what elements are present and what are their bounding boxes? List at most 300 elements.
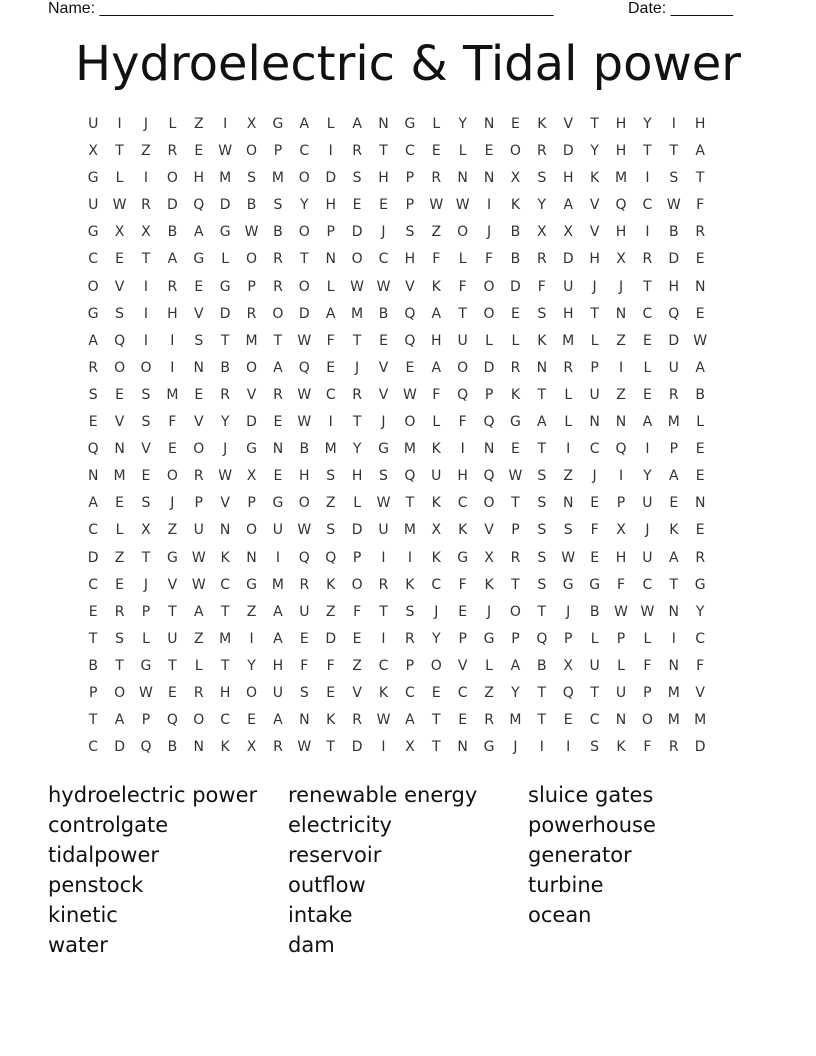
grid-letter: B bbox=[668, 224, 679, 241]
grid-letter: W bbox=[429, 197, 444, 214]
grid-letter: O bbox=[246, 522, 258, 539]
grid-letter: S bbox=[537, 305, 547, 322]
grid-letter: R bbox=[273, 278, 283, 295]
grid-letter: X bbox=[563, 224, 574, 241]
grid-letter: Z bbox=[325, 495, 336, 512]
grid-letter: R bbox=[220, 386, 231, 403]
grid-letter: G bbox=[246, 441, 257, 458]
grid-letter: E bbox=[379, 197, 388, 214]
grid-letter: S bbox=[273, 197, 283, 214]
grid-letter: I bbox=[143, 332, 149, 349]
grid-letter: W bbox=[218, 468, 233, 485]
grid-letter: I bbox=[143, 278, 149, 295]
grid-letter: E bbox=[695, 441, 705, 458]
grid-letter: P bbox=[247, 495, 256, 512]
grid-letter: K bbox=[616, 739, 626, 756]
grid-row bbox=[80, 572, 740, 599]
grid-letter: Q bbox=[298, 549, 310, 566]
grid-letter: F bbox=[616, 576, 626, 593]
grid-letter: W bbox=[640, 603, 655, 620]
grid-letter: P bbox=[643, 684, 652, 701]
grid-letter: Q bbox=[562, 684, 574, 701]
grid-letter: K bbox=[431, 278, 441, 295]
grid-letter: V bbox=[484, 522, 494, 539]
grid-letter: H bbox=[351, 468, 363, 485]
grid-row bbox=[80, 246, 740, 273]
grid-letter: O bbox=[166, 170, 178, 187]
grid-letter: C bbox=[88, 739, 99, 756]
grid-letter: W bbox=[297, 522, 312, 539]
grid-letter: L bbox=[617, 657, 625, 674]
grid-letter: X bbox=[537, 224, 547, 241]
grid-letter: Z bbox=[616, 386, 626, 403]
grid-letter: Z bbox=[246, 603, 257, 620]
grid-letter: M bbox=[324, 441, 337, 458]
grid-letter: U bbox=[272, 684, 284, 701]
grid-letter: G bbox=[378, 441, 389, 458]
grid-letter: S bbox=[405, 603, 415, 620]
grid-letter: E bbox=[590, 549, 600, 566]
grid-letter: S bbox=[563, 522, 573, 539]
grid-letter: F bbox=[643, 739, 652, 756]
grid-letter: Y bbox=[590, 143, 599, 160]
grid-letter: E bbox=[352, 197, 362, 214]
word-list-item: controlgate bbox=[48, 813, 169, 837]
grid-letter: R bbox=[246, 305, 257, 322]
grid-letter: E bbox=[511, 305, 520, 322]
grid-letter: F bbox=[326, 657, 335, 674]
grid-letter: R bbox=[378, 576, 389, 593]
grid-letter: E bbox=[88, 414, 98, 431]
grid-row bbox=[80, 599, 740, 626]
grid-letter: N bbox=[378, 116, 389, 132]
grid-letter: S bbox=[537, 170, 547, 187]
grid-letter: W bbox=[297, 739, 312, 756]
word-list-item: hydroelectric power bbox=[48, 783, 258, 807]
grid-letter: B bbox=[299, 441, 310, 458]
grid-letter: Y bbox=[643, 468, 652, 485]
word-list-item: ocean bbox=[528, 903, 592, 927]
grid-letter: E bbox=[115, 386, 125, 403]
grid-letter: Q bbox=[298, 359, 310, 376]
grid-letter: S bbox=[141, 495, 151, 512]
grid-letter: B bbox=[167, 224, 178, 241]
grid-letter: J bbox=[566, 603, 571, 620]
grid-letter: T bbox=[431, 739, 441, 756]
grid-letter: L bbox=[432, 414, 441, 431]
grid-letter: V bbox=[114, 414, 125, 431]
grid-letter: M bbox=[614, 170, 628, 187]
word-list-item: electricity bbox=[288, 813, 392, 837]
grid-letter: K bbox=[537, 116, 547, 132]
grid-letter: S bbox=[405, 224, 415, 241]
grid-letter: I bbox=[645, 224, 650, 241]
grid-letter: K bbox=[510, 197, 521, 214]
grid-letter: Q bbox=[668, 305, 680, 322]
grid-letter: Y bbox=[247, 657, 256, 674]
grid-letter: R bbox=[273, 251, 283, 268]
grid-letter: H bbox=[615, 143, 627, 160]
grid-letter: G bbox=[140, 657, 152, 674]
grid-letter: C bbox=[695, 630, 706, 647]
grid-letter: Q bbox=[615, 441, 627, 458]
grid-letter: K bbox=[378, 684, 389, 701]
grid-letter: S bbox=[115, 630, 125, 647]
grid-letter: B bbox=[246, 197, 257, 214]
grid-letter: E bbox=[642, 332, 652, 349]
grid-letter: X bbox=[510, 170, 521, 187]
word-list-item: sluice gates bbox=[528, 783, 654, 807]
grid-letter: R bbox=[88, 359, 99, 376]
grid-letter: A bbox=[273, 630, 283, 647]
grid-letter: U bbox=[272, 522, 284, 539]
grid-letter: V bbox=[114, 278, 125, 295]
grid-letter: D bbox=[166, 197, 178, 214]
grid-letter: L bbox=[511, 332, 520, 349]
grid-letter: M bbox=[271, 576, 284, 593]
grid-letter: T bbox=[511, 495, 520, 512]
grid-letter: A bbox=[193, 224, 204, 241]
grid-letter: Q bbox=[140, 739, 152, 756]
grid-letter: L bbox=[326, 278, 335, 295]
grid-letter: N bbox=[589, 414, 600, 431]
grid-letter: Y bbox=[643, 116, 652, 132]
grid-letter: N bbox=[615, 712, 627, 729]
grid-letter: O bbox=[457, 359, 469, 376]
grid-letter: H bbox=[615, 549, 627, 566]
grid-letter: O bbox=[298, 224, 310, 241]
grid-letter: U bbox=[299, 603, 310, 620]
word-column bbox=[528, 780, 768, 960]
grid-letter: P bbox=[88, 684, 98, 701]
grid-letter: S bbox=[352, 170, 362, 187]
grid-letter: V bbox=[193, 414, 204, 431]
grid-letter: A bbox=[352, 116, 362, 132]
header bbox=[48, 0, 748, 20]
grid-letter: R bbox=[114, 603, 125, 620]
grid-letter: R bbox=[668, 386, 679, 403]
word-list-item: reservoir bbox=[288, 843, 382, 867]
grid-letter: J bbox=[486, 603, 492, 620]
grid-letter: W bbox=[297, 386, 312, 403]
grid-letter: W bbox=[376, 278, 391, 295]
grid-letter: W bbox=[350, 278, 365, 295]
grid-letter: M bbox=[562, 332, 575, 349]
grid-letter: I bbox=[566, 739, 571, 756]
grid-letter: R bbox=[273, 386, 283, 403]
grid-letter: I bbox=[407, 549, 412, 566]
grid-letter: E bbox=[141, 468, 151, 485]
grid-letter: K bbox=[431, 495, 441, 512]
grid-letter: G bbox=[219, 224, 231, 241]
grid-letter: E bbox=[88, 603, 98, 620]
grid-letter: H bbox=[615, 224, 627, 241]
grid-letter: U bbox=[563, 278, 574, 295]
grid-letter: N bbox=[299, 712, 310, 729]
grid-letter: A bbox=[695, 359, 705, 376]
grid-letter: Y bbox=[511, 684, 520, 701]
grid-letter: W bbox=[455, 197, 470, 214]
grid-letter: H bbox=[457, 468, 468, 485]
grid-letter: T bbox=[168, 657, 177, 674]
grid-letter: D bbox=[114, 739, 125, 756]
grid-letter: M bbox=[219, 630, 232, 647]
grid-letter: N bbox=[694, 278, 706, 295]
grid-letter: C bbox=[220, 712, 231, 729]
grid-letter: N bbox=[536, 359, 548, 376]
grid-letter: B bbox=[88, 657, 98, 674]
grid-letter: A bbox=[695, 143, 705, 160]
grid-letter: E bbox=[431, 684, 441, 701]
grid-letter: J bbox=[645, 522, 650, 539]
grid-letter: W bbox=[614, 603, 628, 620]
grid-letter: B bbox=[695, 386, 705, 403]
grid-letter: Q bbox=[114, 332, 126, 349]
word-list-item: tidalpower bbox=[48, 843, 160, 867]
grid-letter: R bbox=[668, 739, 679, 756]
grid-letter: Q bbox=[404, 468, 416, 485]
grid-row bbox=[80, 409, 740, 436]
grid-letter: O bbox=[404, 414, 416, 431]
grid-letter: T bbox=[537, 386, 547, 403]
grid-letter: H bbox=[193, 170, 205, 187]
grid-letter: G bbox=[483, 739, 495, 756]
grid-letter: I bbox=[566, 441, 571, 458]
grid-letter: I bbox=[170, 332, 175, 349]
grid-letter: L bbox=[643, 630, 652, 647]
grid-letter: S bbox=[141, 414, 151, 431]
grid-letter: U bbox=[615, 684, 627, 701]
grid-letter: D bbox=[668, 251, 680, 268]
grid-letter: U bbox=[378, 522, 389, 539]
grid-letter: U bbox=[88, 197, 99, 214]
grid-letter: B bbox=[537, 657, 547, 674]
grid-letter: M bbox=[667, 684, 680, 701]
grid-letter: Z bbox=[193, 630, 204, 647]
grid-letter: T bbox=[537, 712, 547, 729]
grid-row bbox=[80, 138, 740, 165]
grid-letter: S bbox=[326, 468, 336, 485]
grid-letter: C bbox=[378, 657, 389, 674]
grid-letter: Q bbox=[325, 549, 337, 566]
word-list-item: dam bbox=[288, 933, 335, 957]
grid-letter: T bbox=[141, 549, 151, 566]
grid-letter: E bbox=[642, 386, 652, 403]
grid-letter: J bbox=[355, 359, 360, 376]
grid-letter: L bbox=[590, 630, 599, 647]
grid-letter: B bbox=[510, 251, 521, 268]
grid-letter: N bbox=[483, 170, 495, 187]
grid-letter: N bbox=[562, 495, 574, 512]
grid-letter: L bbox=[564, 414, 573, 431]
grid-letter: L bbox=[564, 386, 573, 403]
grid-letter: C bbox=[457, 495, 468, 512]
page-title: Hydroelectric & Tidal power bbox=[74, 36, 742, 92]
grid-letter: I bbox=[381, 739, 386, 756]
grid-letter: T bbox=[273, 332, 283, 349]
grid-letter: S bbox=[88, 386, 98, 403]
grid-row bbox=[80, 463, 740, 490]
grid-letter: F bbox=[432, 251, 441, 268]
grid-letter: V bbox=[589, 197, 600, 214]
grid-letter: D bbox=[562, 143, 574, 160]
grid-letter: B bbox=[510, 224, 521, 241]
grid-letter: A bbox=[299, 116, 310, 132]
grid-letter: Z bbox=[616, 332, 626, 349]
grid-letter: M bbox=[271, 170, 284, 187]
grid-letter: I bbox=[645, 170, 650, 187]
grid-letter: I bbox=[275, 549, 280, 566]
grid-letter: T bbox=[88, 712, 98, 729]
grid-letter: D bbox=[562, 251, 574, 268]
grid-letter: K bbox=[431, 549, 441, 566]
grid-letter: A bbox=[193, 603, 204, 620]
grid-letter: T bbox=[379, 143, 388, 160]
grid-letter: P bbox=[458, 630, 467, 647]
grid-letter: X bbox=[114, 224, 125, 241]
grid-letter: E bbox=[695, 305, 705, 322]
grid-letter: P bbox=[616, 495, 626, 512]
grid-letter: J bbox=[381, 224, 386, 241]
grid-letter: T bbox=[590, 116, 599, 132]
grid-row bbox=[80, 219, 740, 246]
grid-letter: O bbox=[483, 495, 495, 512]
grid-letter: K bbox=[510, 386, 521, 403]
grid-letter: N bbox=[246, 549, 257, 566]
grid-letter: C bbox=[88, 576, 99, 593]
grid-letter: A bbox=[563, 197, 574, 214]
grid-letter: U bbox=[642, 495, 653, 512]
grid-letter: D bbox=[246, 414, 257, 431]
grid-letter: R bbox=[695, 224, 706, 241]
grid-letter: C bbox=[642, 576, 653, 593]
grid-letter: T bbox=[458, 305, 467, 322]
grid-letter: G bbox=[87, 170, 99, 187]
grid-letter: I bbox=[170, 359, 175, 376]
grid-letter: C bbox=[88, 251, 99, 268]
grid-letter: T bbox=[537, 684, 547, 701]
grid-letter: P bbox=[405, 197, 415, 214]
grid-letter: K bbox=[405, 576, 415, 593]
grid-letter: F bbox=[696, 657, 705, 674]
grid-letter: K bbox=[669, 522, 679, 539]
grid-letter: C bbox=[589, 712, 600, 729]
grid-letter: T bbox=[537, 441, 547, 458]
grid-letter: J bbox=[143, 576, 149, 593]
grid-letter: O bbox=[298, 278, 310, 295]
grid-letter: T bbox=[590, 684, 599, 701]
grid-letter: Y bbox=[431, 630, 441, 647]
grid-letter: R bbox=[642, 251, 653, 268]
grid-letter: W bbox=[244, 224, 259, 241]
grid-letter: C bbox=[642, 305, 653, 322]
grid-letter: V bbox=[695, 684, 705, 701]
grid-letter: V bbox=[352, 684, 362, 701]
grid-letter: X bbox=[431, 522, 442, 539]
grid-letter: E bbox=[115, 495, 125, 512]
grid-letter: F bbox=[537, 278, 546, 295]
grid-letter: F bbox=[696, 197, 705, 214]
grid-letter: R bbox=[193, 468, 204, 485]
grid-letter: T bbox=[168, 603, 177, 620]
grid-letter: Z bbox=[563, 468, 574, 485]
grid-letter: E bbox=[115, 576, 125, 593]
grid-letter: K bbox=[326, 712, 336, 729]
grid-letter: D bbox=[351, 739, 363, 756]
grid-letter: K bbox=[220, 549, 230, 566]
grid-letter: P bbox=[273, 143, 283, 160]
grid-letter: Q bbox=[87, 441, 99, 458]
grid-letter: F bbox=[168, 414, 177, 431]
grid-letter: S bbox=[537, 468, 547, 485]
grid-letter: W bbox=[666, 197, 681, 214]
grid-letter: J bbox=[223, 441, 228, 458]
grid-letter: U bbox=[589, 386, 600, 403]
grid-letter: Z bbox=[193, 116, 204, 132]
letter-grid bbox=[80, 111, 740, 759]
grid-letter: S bbox=[537, 522, 547, 539]
grid-letter: Z bbox=[325, 603, 336, 620]
grid-letter: I bbox=[618, 359, 624, 376]
grid-letter: E bbox=[379, 332, 388, 349]
grid-letter: D bbox=[351, 224, 363, 241]
grid-letter: T bbox=[669, 576, 679, 593]
grid-letter: E bbox=[695, 522, 705, 539]
word-list-item: powerhouse bbox=[528, 813, 656, 837]
grid-letter: C bbox=[431, 576, 442, 593]
grid-letter: Z bbox=[141, 143, 151, 160]
grid-letter: N bbox=[483, 116, 495, 132]
grid-letter: V bbox=[378, 359, 389, 376]
grid-letter: I bbox=[645, 441, 650, 458]
grid-letter: K bbox=[326, 576, 336, 593]
grid-letter: G bbox=[272, 495, 284, 512]
grid-letter: E bbox=[695, 468, 705, 485]
grid-letter: R bbox=[299, 576, 310, 593]
grid-letter: A bbox=[114, 712, 125, 729]
grid-letter: O bbox=[351, 576, 363, 593]
grid-letter: U bbox=[589, 657, 600, 674]
grid-letter: U bbox=[457, 332, 468, 349]
grid-letter: K bbox=[590, 170, 600, 187]
grid-letter: O bbox=[509, 603, 521, 620]
grid-letter: B bbox=[589, 603, 600, 620]
grid-letter: R bbox=[141, 197, 151, 214]
grid-letter: G bbox=[483, 630, 495, 647]
grid-letter: R bbox=[431, 170, 442, 187]
grid-letter: H bbox=[167, 305, 178, 322]
grid-letter: M bbox=[403, 522, 416, 539]
grid-letter: J bbox=[486, 224, 492, 241]
grid-letter: M bbox=[351, 305, 364, 322]
grid-letter: E bbox=[326, 359, 336, 376]
grid-letter: M bbox=[166, 386, 179, 403]
grid-letter: K bbox=[484, 576, 494, 593]
grid-letter: P bbox=[141, 712, 151, 729]
grid-letter: R bbox=[695, 549, 706, 566]
grid-letter: I bbox=[143, 305, 149, 322]
grid-letter: D bbox=[87, 549, 99, 566]
grid-letter: I bbox=[223, 116, 228, 132]
grid-letter: E bbox=[695, 251, 705, 268]
grid-letter: E bbox=[458, 712, 468, 729]
grid-letter: T bbox=[405, 495, 415, 512]
grid-letter: L bbox=[115, 170, 124, 187]
grid-letter: O bbox=[509, 143, 521, 160]
grid-letter: G bbox=[589, 576, 601, 593]
grid-letter: X bbox=[616, 522, 626, 539]
grid-letter: M bbox=[219, 170, 232, 187]
